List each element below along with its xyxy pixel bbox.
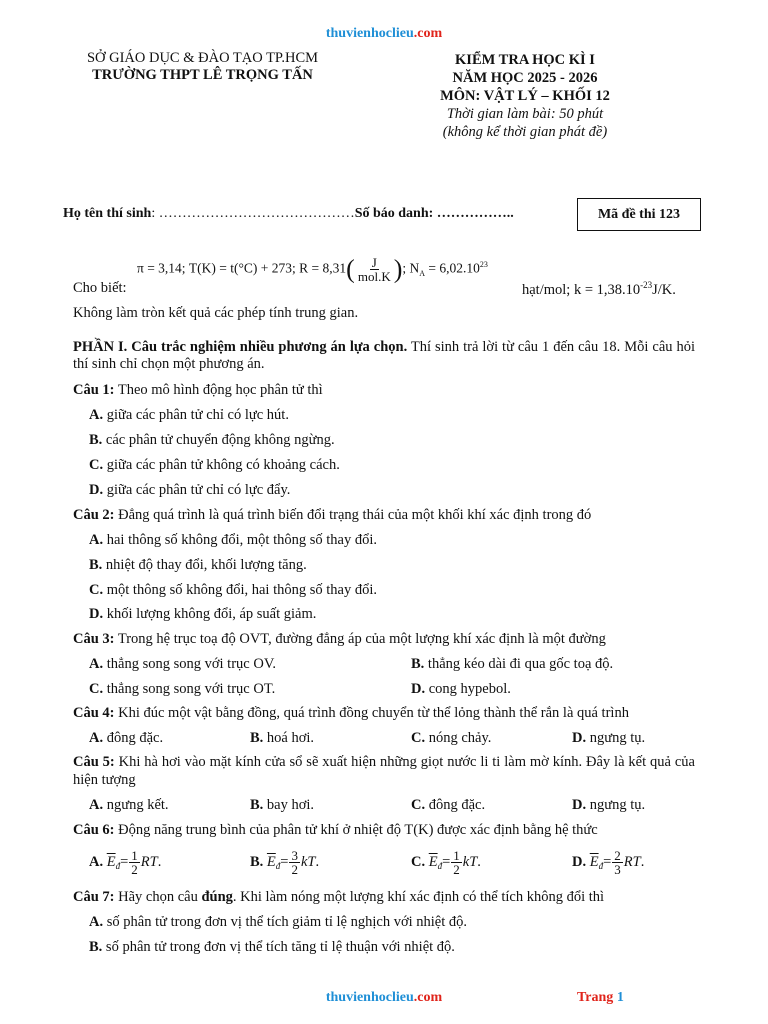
- q1-option-c[interactable]: C. giữa các phân tử không có khoảng cách.: [89, 457, 340, 473]
- footer-site-link[interactable]: thuvienhoclieu.com: [325, 990, 443, 1005]
- school-name: TRƯỜNG THPT LÊ TRỌNG TẤN: [92, 67, 313, 83]
- exam-header: [400, 51, 650, 141]
- q1-option-b[interactable]: B. các phân tử chuyển động không ngừng.: [89, 432, 335, 448]
- constants-formula: π = 3,14; T(K) = t(°C) + 273; R = 8,31( $\frac{J}{\text{mol.K}}$ ); $N_A = 6,02.10^{23}$: [137, 254, 488, 284]
- q1-option-a[interactable]: A. giữa các phân tử chỉ có lực hút.: [89, 407, 289, 423]
- q4-option-a[interactable]: A. đông đặc.: [89, 730, 164, 746]
- q2-option-a[interactable]: A. hai thông số không đổi, một thông số thay đổi.: [89, 532, 377, 548]
- id-field[interactable]: : ……………..: [428, 206, 514, 221]
- site-name: thuvienhoclieu: [325, 26, 414, 41]
- q6-option-a[interactable]: A. $\overline{E}_đ=$ $\frac{1}{2}$ RT.: [89, 848, 162, 878]
- constants-left: π = 3,14; T(K) = t(°C) + 273; R = 8,31: [137, 260, 347, 276]
- q6-option-c[interactable]: C. $\overline{E}_đ=$ $\frac{1}{2}$ kT.: [411, 848, 481, 878]
- q3-option-b[interactable]: B. thẳng kéo dài đi qua gốc toạ độ.: [411, 656, 614, 672]
- name-label: Họ tên thí sinh: [63, 206, 152, 221]
- question-1: Câu 1: Theo mô hình động học phân tử thì: [73, 382, 323, 398]
- q2-option-b[interactable]: B. nhiệt độ thay đổi, khối lượng tăng.: [89, 557, 307, 573]
- q7-option-a[interactable]: A. số phân tử trong đơn vị thể tích giảm tỉ lệ nghịch với nhiệt độ.: [89, 914, 468, 930]
- exam-code: Mã đề thi 123: [597, 207, 681, 222]
- question-4: Câu 4: Khi đúc một vật bằng đồng, quá trình đồng chuyển từ thể lỏng thành thể rắn là quá trình: [73, 705, 629, 721]
- unit-fraction: $\frac{J}{\text{mol.K}}$: [357, 254, 391, 284]
- question-5: Câu 5: Khi hà hơi vào mặt kính cửa sổ sẽ xuất hiện những giọt nước li ti làm mờ kính. Đây là kết quả của hiện tượng: [73, 754, 695, 788]
- q2-option-c[interactable]: C. một thông số không đổi, hai thông số thay đổi.: [89, 582, 377, 598]
- question-2: Câu 2: Đẳng quá trình là quá trình biến đổi trạng thái của một khối khí xác định trong đó: [73, 507, 592, 523]
- time-note: (không kể thời gian phát đề): [442, 124, 608, 140]
- q4-option-c[interactable]: C. nóng chảy.: [411, 730, 492, 746]
- question-7: Câu 7: Hãy chọn câu đúng. Khi làm nóng một lượng khí xác định có thể tích không đổi thì: [73, 889, 605, 905]
- question-3: Câu 3: Trong hệ trục toạ độ OVT, đường đẳng áp của một lượng khí xác định là một đường: [73, 631, 606, 647]
- rounding-note: Không làm tròn kết quả các phép tính trung gian.: [73, 305, 359, 321]
- part1-instructions: PHẦN I. Câu trắc nghiệm nhiều phương án lựa chọn. Thí sinh trả lời từ câu 1 đến câu 18. Mỗi câu hỏi thí sinh chỉ chọn một phương án.: [73, 339, 695, 372]
- name-field[interactable]: : ……………………………………: [151, 206, 355, 221]
- q4-option-d[interactable]: D. ngưng tụ.: [572, 730, 646, 746]
- q5-option-a[interactable]: A. ngưng kết.: [89, 797, 169, 813]
- q4-option-b[interactable]: B. hoá hơi.: [250, 730, 315, 746]
- q2-option-d[interactable]: D. khối lượng không đổi, áp suất giảm.: [89, 606, 317, 622]
- q6-option-d[interactable]: D. $\overline{E}_đ=$ $\frac{2}{3}$ RT.: [572, 848, 645, 878]
- id-label: Số báo danh: [354, 206, 429, 221]
- subject: MÔN: VẬT LÝ – KHỐI 12: [440, 88, 610, 104]
- part1-title: PHẦN I. Câu trắc nghiệm nhiều phương án lựa chọn.: [73, 339, 408, 355]
- q7-option-b[interactable]: B. số phân tử trong đơn vị thể tích tăng tỉ lệ thuận với nhiệt độ.: [89, 939, 455, 955]
- time-allowed: Thời gian làm bài: 50 phút: [446, 106, 604, 122]
- exam-title: KIỂM TRA HỌC KÌ I: [455, 52, 595, 68]
- q6-option-b[interactable]: B. $\overline{E}_đ=$ $\frac{3}{2}$ kT.: [250, 848, 320, 878]
- q1-option-d[interactable]: D. giữa các phân tử chỉ có lực đẩy.: [89, 482, 291, 498]
- q5-option-b[interactable]: B. bay hơi.: [250, 797, 315, 813]
- q3-option-a[interactable]: A. thẳng song song với trục OV.: [89, 656, 277, 672]
- page-number: Trang 1: [577, 990, 624, 1005]
- department-name: SỞ GIÁO DỤC & ĐÀO TẠO TP.HCM: [86, 50, 319, 66]
- q3-option-d[interactable]: D. cong hypebol.: [411, 681, 511, 697]
- site-domain: .com: [413, 26, 443, 41]
- school-header: [60, 50, 345, 84]
- question-6: Câu 6: Động năng trung bình của phân tử khí ở nhiệt độ T(K) được xác định bằng hệ thức: [73, 822, 598, 838]
- boltzmann-constant: hạt/mol; $k = 1,38.10^{-23}J/K$.: [522, 280, 676, 298]
- school-year: NĂM HỌC 2025 - 2026: [452, 70, 598, 86]
- exam-code-box: [577, 198, 701, 231]
- given-label: Cho biết:: [73, 280, 127, 296]
- q5-option-d[interactable]: D. ngưng tụ.: [572, 797, 646, 813]
- top-site-link[interactable]: [0, 26, 768, 42]
- q3-option-c[interactable]: C. thẳng song song với trục OT.: [89, 681, 276, 697]
- student-info: [63, 206, 573, 222]
- q5-option-c[interactable]: C. đông đặc.: [411, 797, 486, 813]
